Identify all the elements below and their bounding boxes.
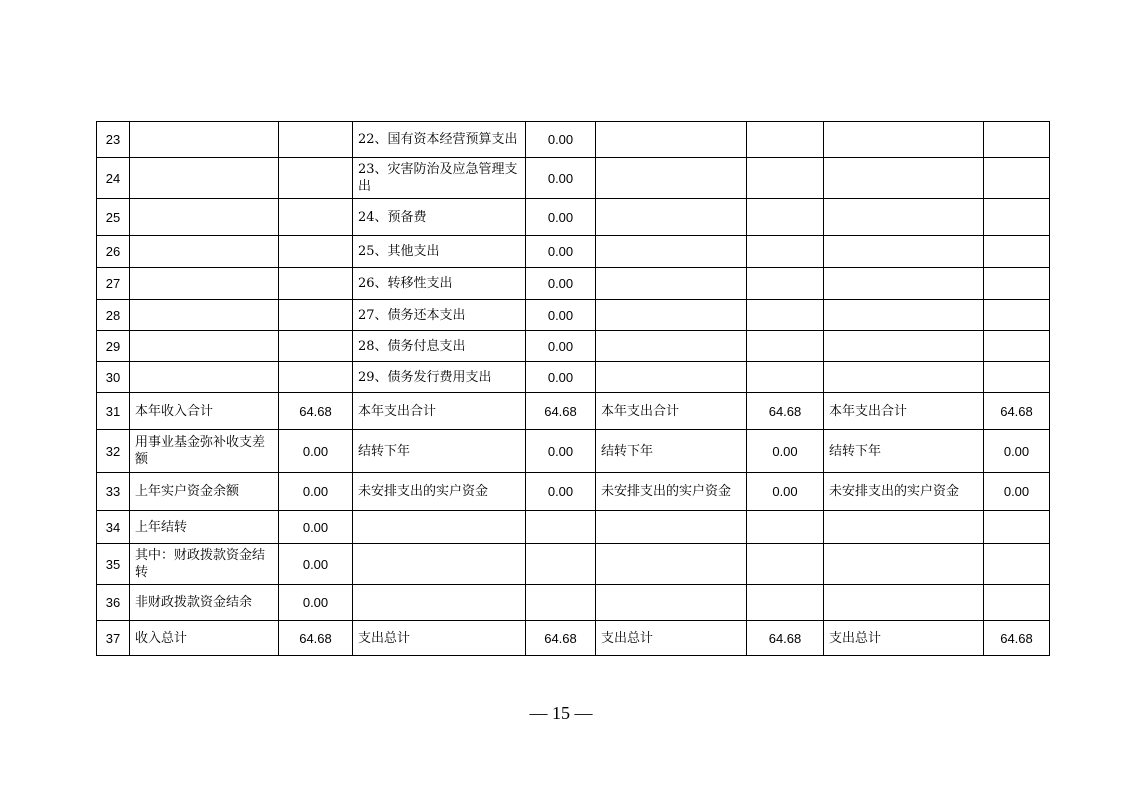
section4-label	[824, 122, 984, 158]
expense-value: 64.68	[526, 621, 596, 656]
section3-label	[596, 300, 747, 331]
expense-label	[353, 544, 526, 585]
expense-label: 25、其他支出	[353, 236, 526, 268]
section3-value: 0.00	[747, 430, 824, 473]
expense-label: 22、国有资本经营预算支出	[353, 122, 526, 158]
expense-label: 24、预备费	[353, 199, 526, 236]
section4-label	[824, 199, 984, 236]
income-value: 0.00	[279, 511, 353, 544]
section4-value: 0.00	[984, 430, 1050, 473]
row-number: 32	[97, 430, 130, 473]
table-row	[97, 362, 1050, 393]
expense-value: 0.00	[526, 331, 596, 362]
row-number: 35	[97, 544, 130, 585]
table-row	[97, 199, 1050, 236]
expense-label: 23、灾害防治及应急管理支出	[353, 158, 526, 199]
row-number: 27	[97, 268, 130, 300]
section4-label	[824, 158, 984, 199]
expense-value: 0.00	[526, 199, 596, 236]
income-value: 64.68	[279, 393, 353, 430]
section4-value	[984, 511, 1050, 544]
row-number: 28	[97, 300, 130, 331]
row-number: 34	[97, 511, 130, 544]
table-row	[97, 473, 1050, 511]
expense-label	[353, 585, 526, 621]
section4-value	[984, 544, 1050, 585]
section3-label	[596, 268, 747, 300]
expense-label: 结转下年	[353, 430, 526, 473]
section3-value	[747, 362, 824, 393]
income-label: 收入总计	[130, 621, 279, 656]
section4-value	[984, 122, 1050, 158]
section4-value	[984, 362, 1050, 393]
income-value	[279, 158, 353, 199]
section4-label: 支出总计	[824, 621, 984, 656]
income-value: 0.00	[279, 544, 353, 585]
row-number: 29	[97, 331, 130, 362]
section4-value	[984, 300, 1050, 331]
section4-label	[824, 585, 984, 621]
section3-value	[747, 511, 824, 544]
section4-label	[824, 331, 984, 362]
income-label	[130, 300, 279, 331]
income-label: 非财政拨款资金结余	[130, 585, 279, 621]
row-number: 33	[97, 473, 130, 511]
section3-value	[747, 585, 824, 621]
row-number: 23	[97, 122, 130, 158]
income-value	[279, 268, 353, 300]
section4-label	[824, 362, 984, 393]
section3-label	[596, 511, 747, 544]
income-value	[279, 331, 353, 362]
table-row	[97, 300, 1050, 331]
row-number: 36	[97, 585, 130, 621]
section4-label: 结转下年	[824, 430, 984, 473]
expense-value: 64.68	[526, 393, 596, 430]
section4-label	[824, 544, 984, 585]
table-row	[97, 331, 1050, 362]
section4-value	[984, 199, 1050, 236]
row-number: 26	[97, 236, 130, 268]
section4-value: 64.68	[984, 621, 1050, 656]
expense-value	[526, 511, 596, 544]
section3-label: 本年支出合计	[596, 393, 747, 430]
table-row	[97, 122, 1050, 158]
income-label: 上年实户资金余额	[130, 473, 279, 511]
table-row	[97, 585, 1050, 621]
section3-value: 64.68	[747, 621, 824, 656]
income-value	[279, 236, 353, 268]
section4-value	[984, 585, 1050, 621]
section4-label: 本年支出合计	[824, 393, 984, 430]
section3-label	[596, 122, 747, 158]
section3-value	[747, 544, 824, 585]
section3-label: 未安排支出的实户资金	[596, 473, 747, 511]
income-label	[130, 268, 279, 300]
section3-value	[747, 236, 824, 268]
expense-value: 0.00	[526, 430, 596, 473]
income-value	[279, 199, 353, 236]
expense-value: 0.00	[526, 362, 596, 393]
section3-label	[596, 585, 747, 621]
table-body	[97, 122, 1050, 656]
income-value	[279, 362, 353, 393]
expense-value	[526, 585, 596, 621]
table-row	[97, 236, 1050, 268]
income-value: 0.00	[279, 473, 353, 511]
section4-value: 0.00	[984, 473, 1050, 511]
section3-value: 0.00	[747, 473, 824, 511]
income-value	[279, 122, 353, 158]
section3-value	[747, 300, 824, 331]
section4-label	[824, 268, 984, 300]
income-label: 本年收入合计	[130, 393, 279, 430]
section3-value	[747, 199, 824, 236]
section4-value: 64.68	[984, 393, 1050, 430]
section3-value	[747, 331, 824, 362]
income-label	[130, 199, 279, 236]
row-number: 31	[97, 393, 130, 430]
expense-label: 28、债务付息支出	[353, 331, 526, 362]
section4-label	[824, 236, 984, 268]
section3-value: 64.68	[747, 393, 824, 430]
expense-value: 0.00	[526, 236, 596, 268]
income-value: 64.68	[279, 621, 353, 656]
expense-label: 27、债务还本支出	[353, 300, 526, 331]
section4-value	[984, 331, 1050, 362]
expense-label: 29、债务发行费用支出	[353, 362, 526, 393]
expense-label: 本年支出合计	[353, 393, 526, 430]
section3-value	[747, 122, 824, 158]
section4-value	[984, 158, 1050, 199]
expense-label: 26、转移性支出	[353, 268, 526, 300]
section4-label	[824, 511, 984, 544]
expense-label: 未安排支出的实户资金	[353, 473, 526, 511]
table-row	[97, 511, 1050, 544]
income-value: 0.00	[279, 585, 353, 621]
expense-value: 0.00	[526, 473, 596, 511]
row-number: 24	[97, 158, 130, 199]
income-label	[130, 362, 279, 393]
section3-label	[596, 158, 747, 199]
table-row	[97, 544, 1050, 585]
expense-value: 0.00	[526, 268, 596, 300]
income-label	[130, 236, 279, 268]
section3-label	[596, 199, 747, 236]
income-value	[279, 300, 353, 331]
expense-value	[526, 544, 596, 585]
table-row	[97, 621, 1050, 656]
section4-label	[824, 300, 984, 331]
section4-label: 未安排支出的实户资金	[824, 473, 984, 511]
income-value: 0.00	[279, 430, 353, 473]
table-row	[97, 393, 1050, 430]
income-label: 上年结转	[130, 511, 279, 544]
expense-label	[353, 511, 526, 544]
section3-label: 结转下年	[596, 430, 747, 473]
income-label	[130, 122, 279, 158]
row-number: 37	[97, 621, 130, 656]
page-number: — 15 —	[529, 703, 593, 723]
section4-value	[984, 236, 1050, 268]
row-number: 25	[97, 199, 130, 236]
section3-value	[747, 158, 824, 199]
expense-label: 支出总计	[353, 621, 526, 656]
income-label	[130, 158, 279, 199]
expense-value: 0.00	[526, 122, 596, 158]
section3-label	[596, 236, 747, 268]
section4-value	[984, 268, 1050, 300]
income-label	[130, 331, 279, 362]
expense-value: 0.00	[526, 300, 596, 331]
budget-table	[96, 121, 1050, 656]
row-number: 30	[97, 362, 130, 393]
section3-label	[596, 331, 747, 362]
section3-value	[747, 268, 824, 300]
income-label: 用事业基金弥补收支差额	[130, 430, 279, 473]
table-row	[97, 158, 1050, 199]
expense-value: 0.00	[526, 158, 596, 199]
table-row	[97, 268, 1050, 300]
section3-label	[596, 362, 747, 393]
section3-label: 支出总计	[596, 621, 747, 656]
table-row	[97, 430, 1050, 473]
section3-label	[596, 544, 747, 585]
income-label: 其中：财政拨款资金结转	[130, 544, 279, 585]
